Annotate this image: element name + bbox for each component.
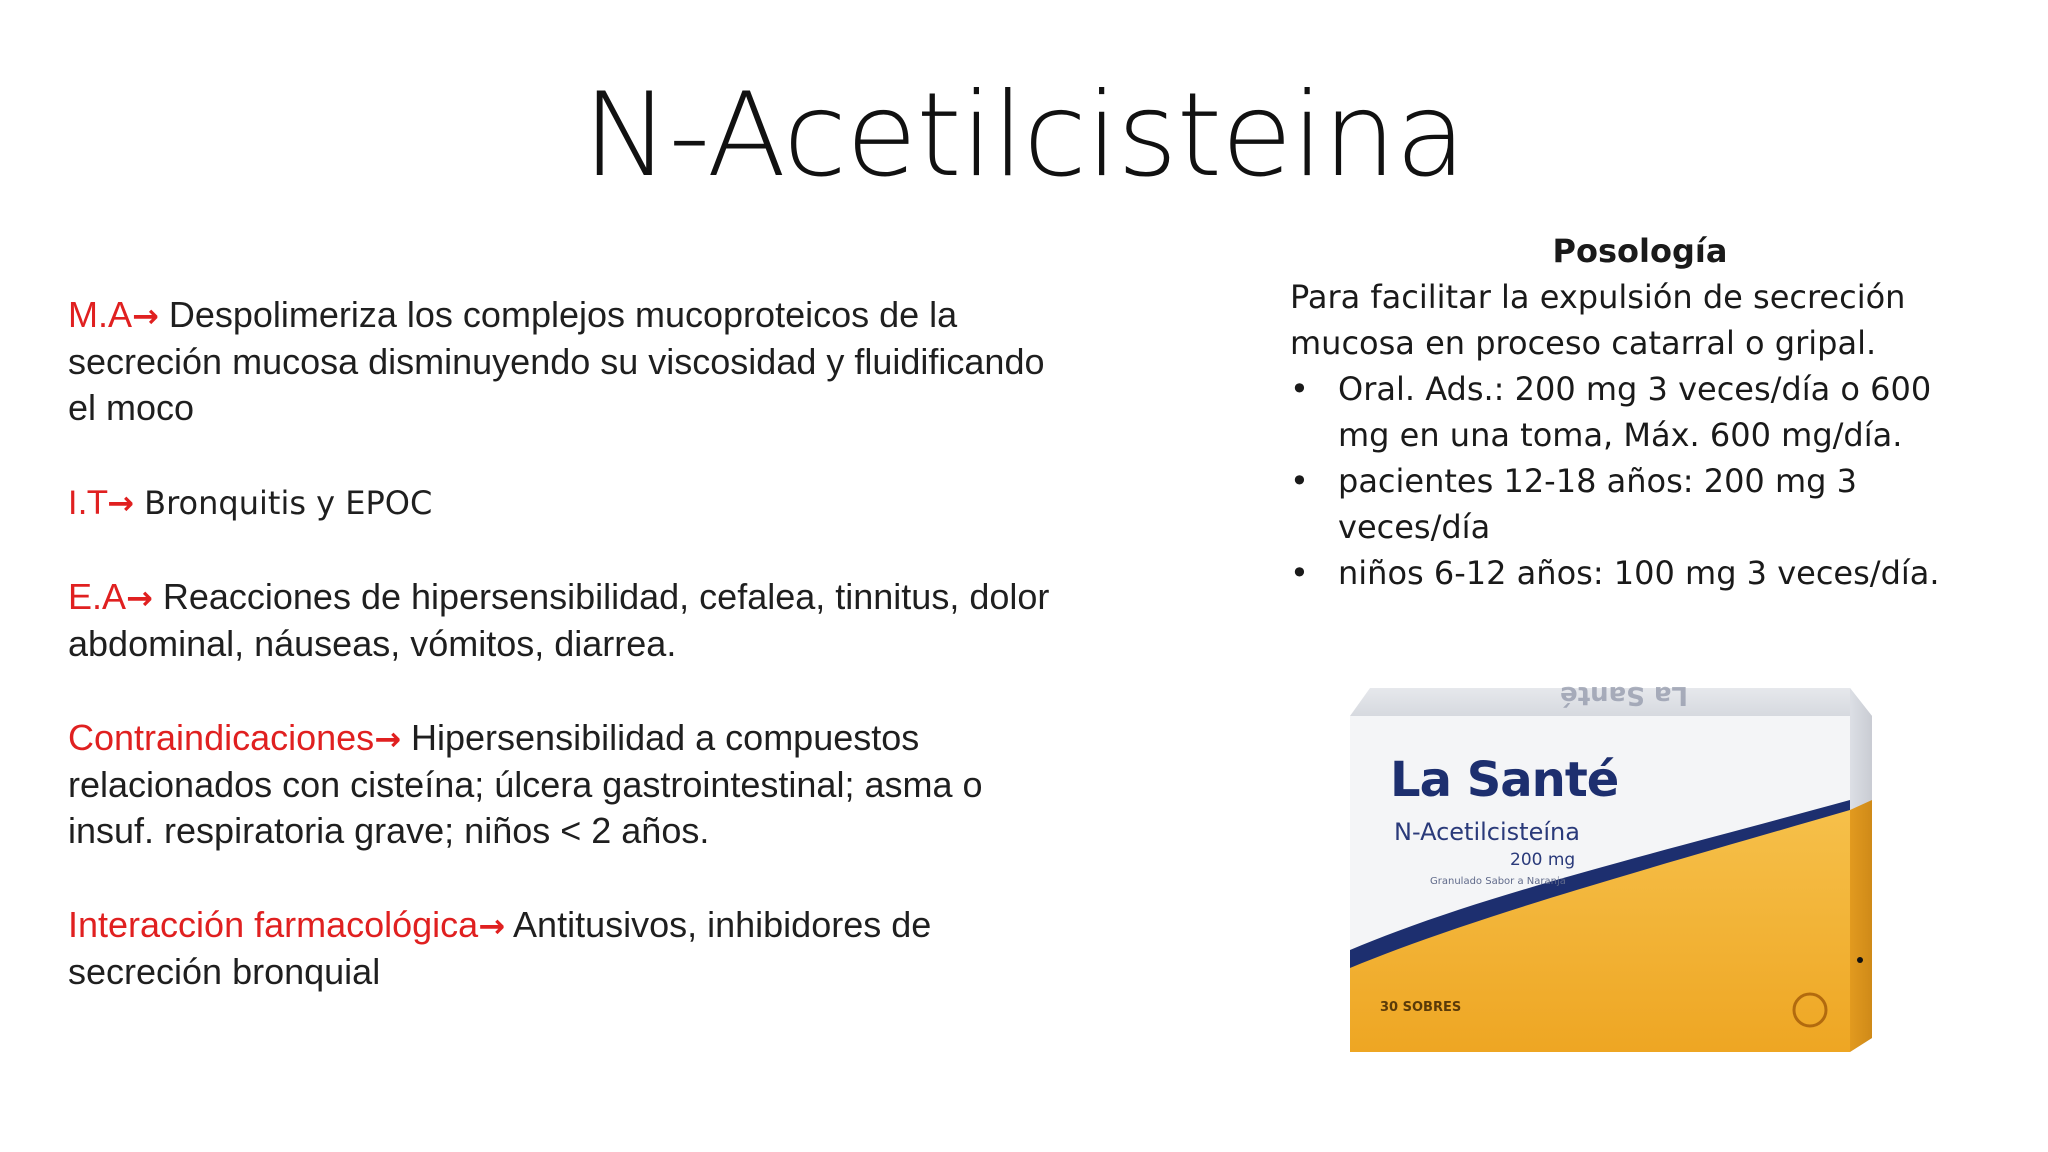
interactions-label: Interacción farmacológica [68, 904, 479, 945]
posology-item-text: niños 6-12 años: 100 mg 3 veces/día. [1338, 554, 1940, 592]
box-count: 30 SOBRES [1380, 1000, 1462, 1015]
adverse-effects-block [68, 574, 1068, 667]
mechanism-block [68, 292, 1068, 431]
box-top-brand: La Santé [1560, 680, 1689, 710]
indication-text: Bronquitis y EPOC [133, 484, 433, 522]
posology-title: Posología [1552, 232, 1728, 270]
box-subtitle: Granulado Sabor a Naranja [1430, 876, 1566, 887]
slide-title: N-Acetilcisteina [582, 68, 1466, 203]
arrow-right-icon: → [126, 579, 153, 617]
posology-intro: Para facilitar la expulsión de secreción mucosa en proceso catarral o gripal. [1290, 278, 1906, 362]
arrow-right-icon: → [478, 907, 506, 945]
posology-item-text: Oral. Ads.: 200 mg 3 veces/día o 600 mg en una toma, Máx. 600 mg/día. [1338, 370, 1932, 454]
indication-block [68, 479, 1068, 526]
box-dose: 200 mg [1510, 850, 1576, 870]
bullet-icon: • [1290, 462, 1309, 500]
posology-list [1290, 366, 1990, 596]
box-orange-side [1850, 800, 1872, 1052]
posology-column [1290, 228, 1990, 596]
adverse-effects-text: Reacciones de hipersensibilidad, cefalea, tinnitus, dolor abdominal, náuseas, vómitos, diarrea. [68, 576, 1050, 664]
mechanism-text: Despolimeriza los complejos mucoproteicos de la secreción mucosa disminuyendo su viscosidad y fluidificando el moco [68, 294, 1045, 428]
contraindications-text: Hipersensibilidad a compuestos relacionados con cisteína; úlcera gastrointestinal; asma o insuf. respiratoria grave; niños < 2 años. [68, 717, 983, 851]
indication-label: I.T [68, 484, 108, 522]
posology-item-text: pacientes 12-18 años: 200 mg 3 veces/día [1338, 462, 1857, 546]
box-drug-name: N-Acetilcisteína [1394, 818, 1580, 846]
interactions-block [68, 902, 1068, 995]
box-brand: La Santé [1390, 752, 1619, 808]
contraindications-block [68, 715, 1068, 854]
list-item [1290, 550, 1990, 596]
mechanism-label: M.A [68, 294, 133, 335]
interactions-text: Antitusivos, inhibidores de secreción bronquial [68, 904, 932, 992]
arrow-right-icon: → [132, 297, 159, 335]
list-item [1290, 366, 1990, 458]
product-box-image [1350, 660, 1890, 1060]
arrow-right-icon: → [374, 720, 401, 758]
bullet-icon: • [1290, 370, 1309, 408]
box-dot [1857, 957, 1863, 963]
drug-info-column [68, 292, 1068, 1043]
contraindications-label: Contraindicaciones [68, 717, 375, 758]
list-item [1290, 458, 1990, 550]
adverse-effects-label: E.A [68, 576, 127, 617]
arrow-right-icon: → [107, 484, 134, 522]
bullet-icon: • [1290, 554, 1309, 592]
